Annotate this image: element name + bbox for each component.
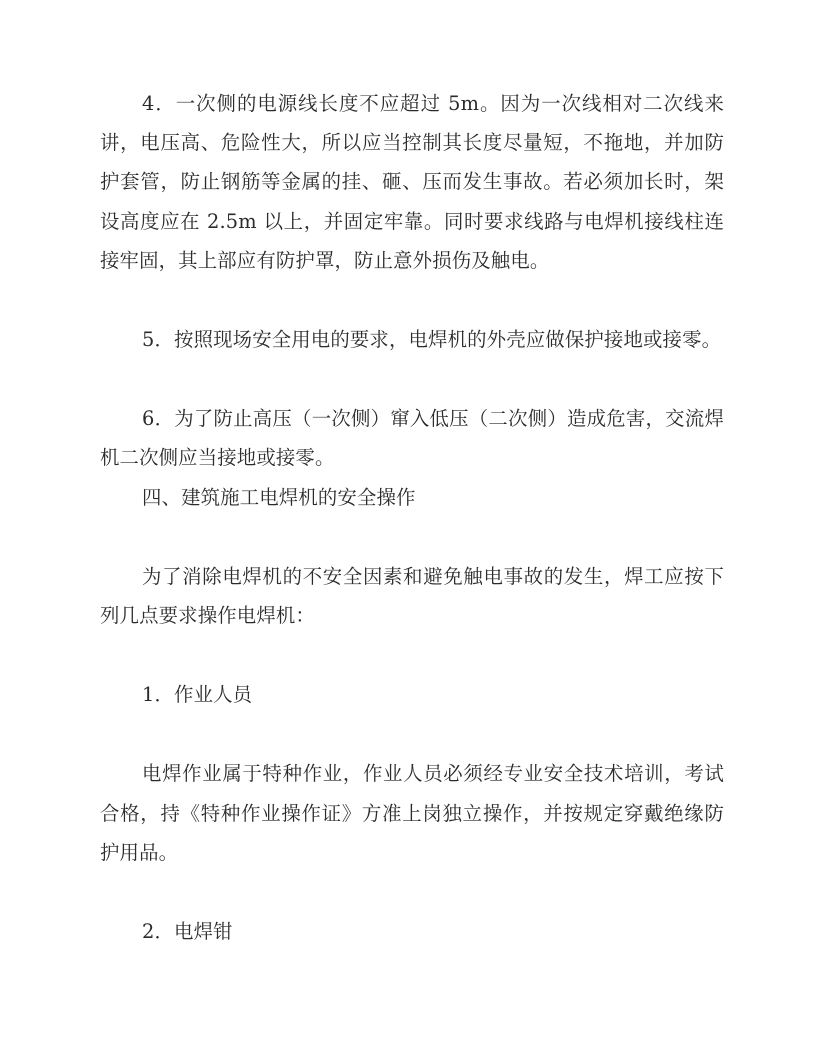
numbered-item-6: 6．为了防止高压（一次侧）窜入低压（二次侧）造成危害，交流焊机二次侧应当接地或接零。 bbox=[100, 407, 724, 470]
numbered-item-5: 5．按照现场安全用电的要求，电焊机的外壳应做保护接地或接零。 bbox=[142, 328, 722, 352]
subitem-1-title: 1．作业人员 bbox=[142, 683, 253, 707]
numbered-item-4: 4．一次侧的电源线长度不应超过 5m。因为一次线相对二次线来讲，电压高、危险性大，所以应当控制其长度尽量短，不拖地，并加防护套管，防止钢筋等金属的挂、砸、压而发生事故。若必须加长时，架设高度应在 2.5m 以上，并固定牢靠。同时要求线路与电焊机接线柱连接牢固，其上部应有防护罩，防止意外损伤及触电。 bbox=[100, 92, 724, 272]
document-content bbox=[100, 84, 724, 951]
subitem-2-title: 2．电焊钳 bbox=[142, 920, 233, 944]
section-intro-paragraph: 为了消除电焊机的不安全因素和避免触电事故的发生，焊工应按下列几点要求操作电焊机： bbox=[100, 564, 724, 628]
section-heading-four: 四、建筑施工电焊机的安全操作 bbox=[142, 485, 416, 509]
subitem-1-body: 电焊作业属于特种作业，作业人员必须经专业安全技术培训，考试合格，持《特种作业操作证》方准上岗独立操作，并按规定穿戴绝缘防护用品。 bbox=[100, 762, 724, 864]
